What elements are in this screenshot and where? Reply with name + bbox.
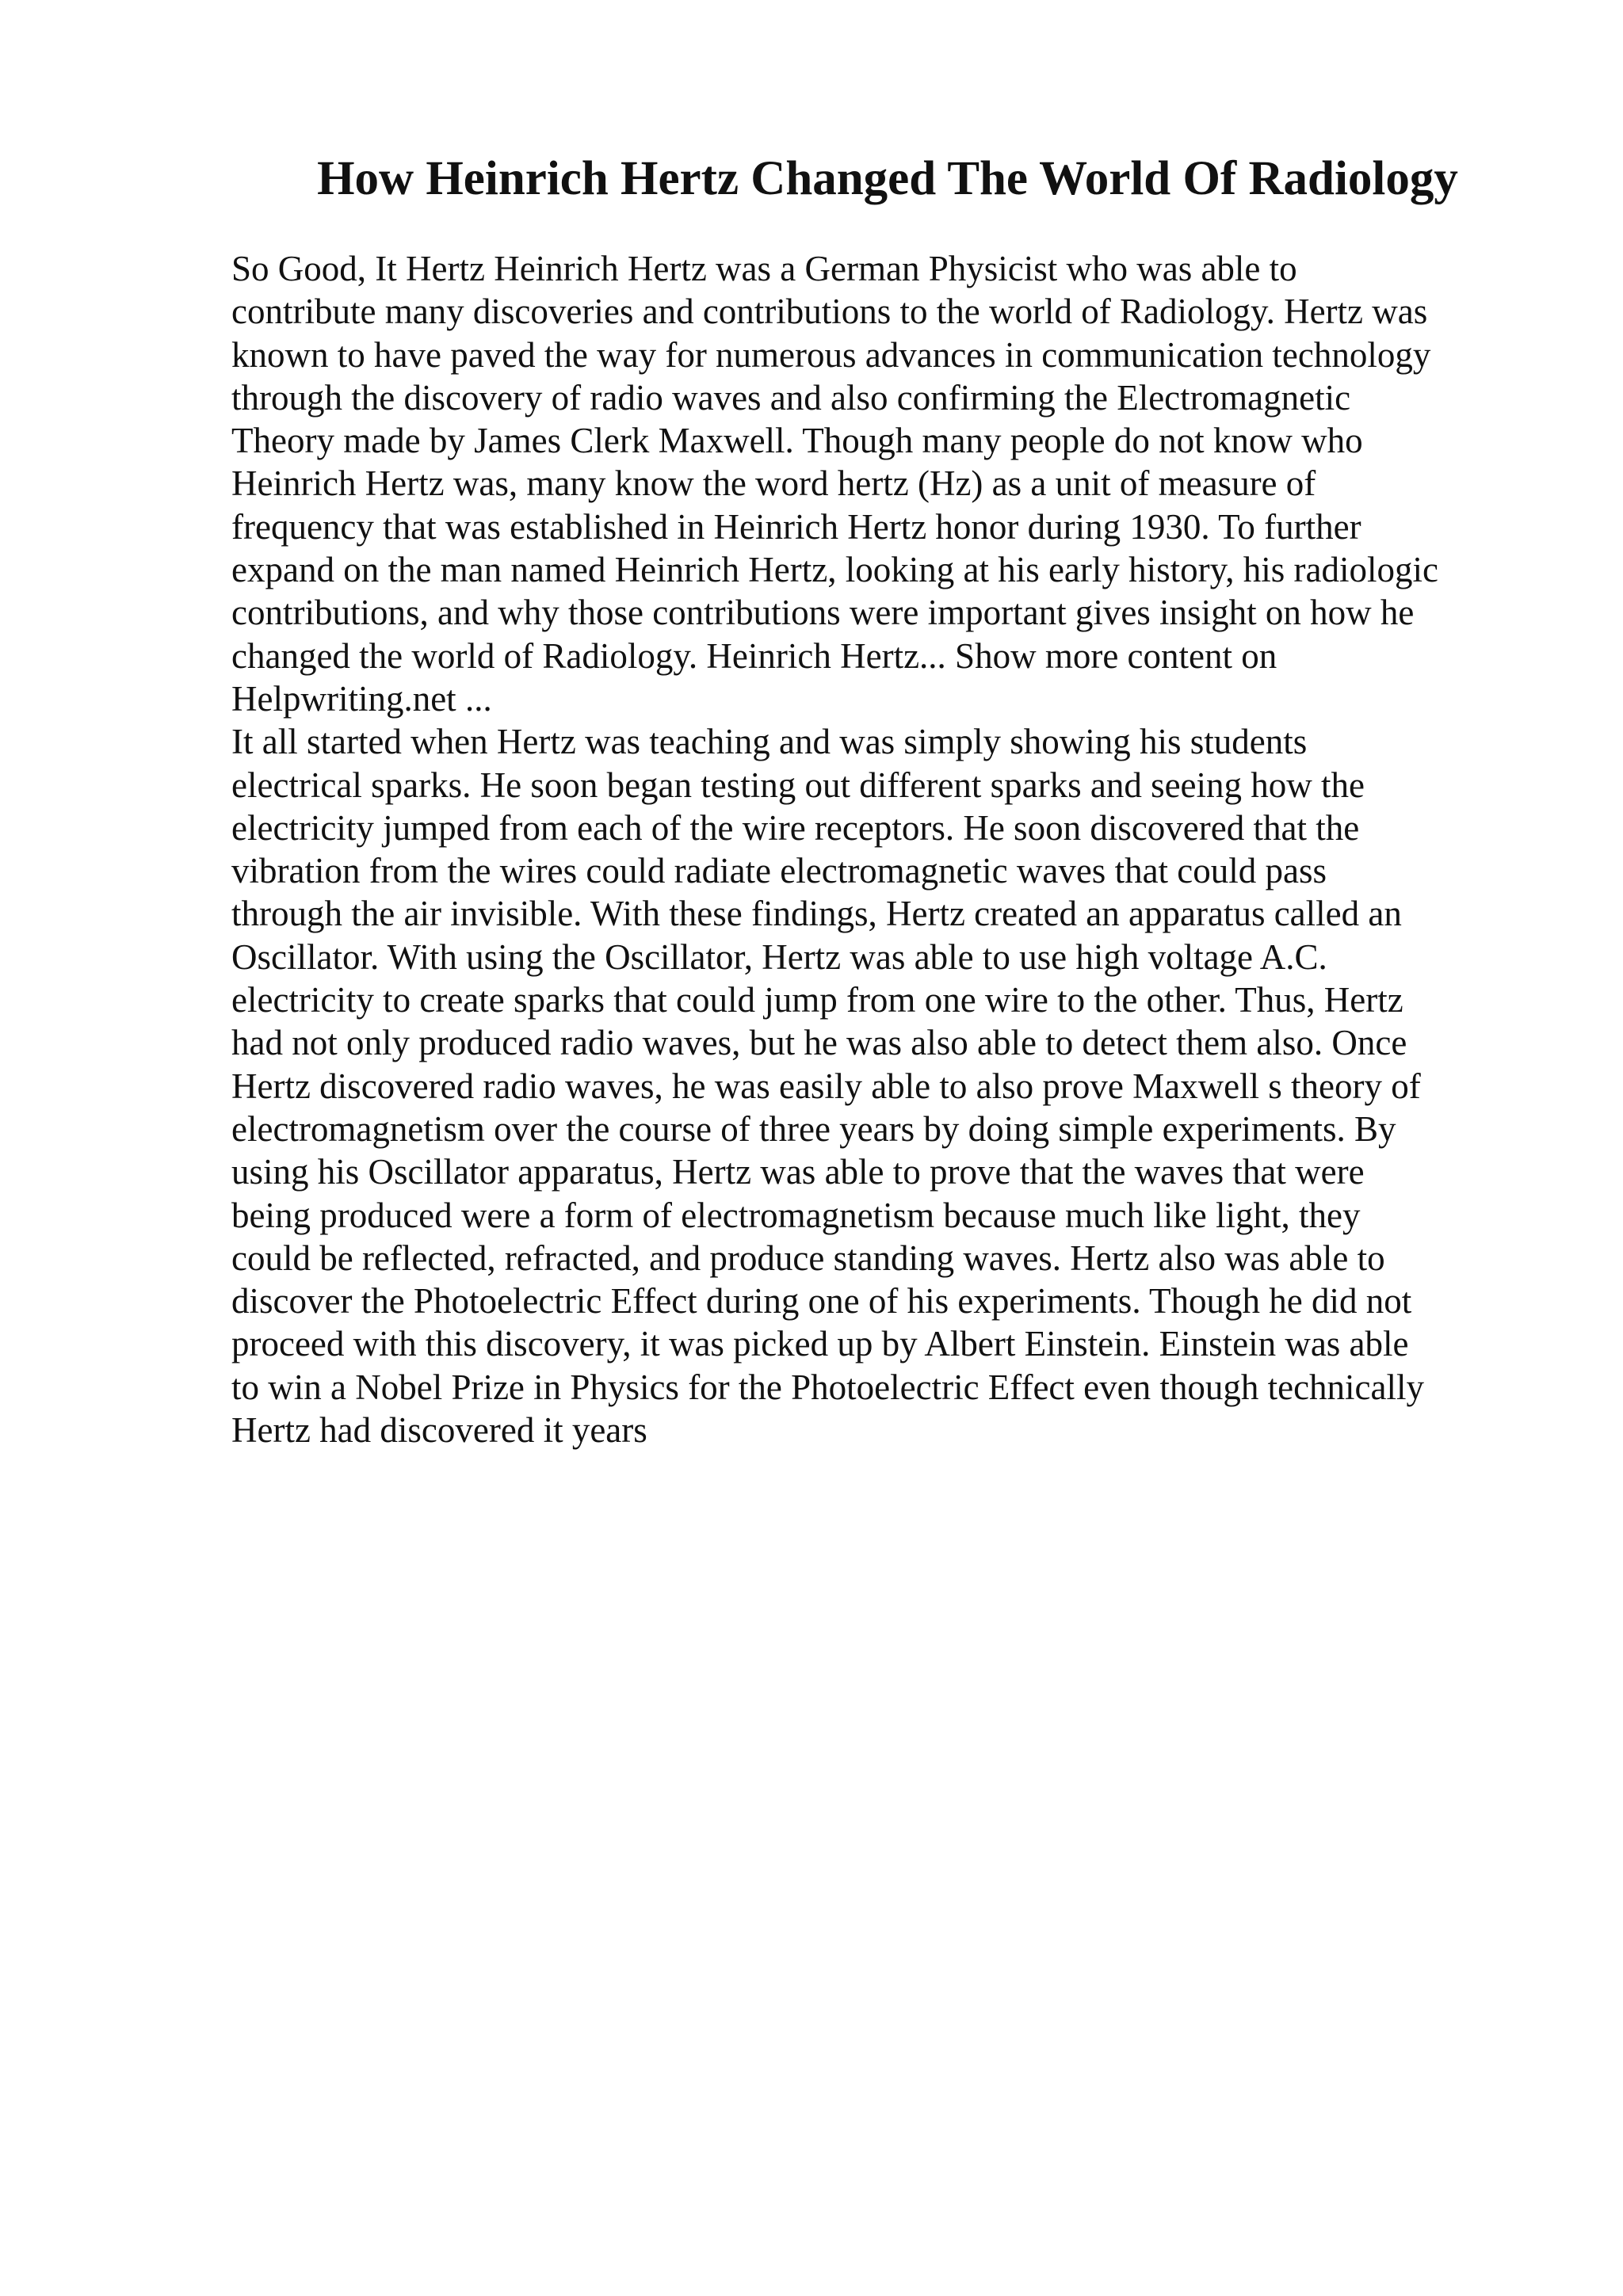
text-line: known to have paved the way for numerous advances in communication technology: [231, 334, 1431, 375]
text-line: frequency that was established in Heinrich Hertz honor during 1930. To further: [231, 506, 1361, 547]
text-line: to win a Nobel Prize in Physics for the Photoelectric Effect even though technically: [231, 1367, 1424, 1407]
text-line: using his Oscillator apparatus, Hertz was able to prove that the waves that were: [231, 1152, 1365, 1192]
text-line: being produced were a form of electromagnetism because much like light, they: [231, 1195, 1361, 1235]
text-line: vibration from the wires could radiate electromagnetic waves that could pass: [231, 851, 1327, 891]
text-line: Theory made by James Clerk Maxwell. Though many people do not know who: [231, 421, 1363, 461]
document-body: [231, 247, 1531, 1451]
text-line: Oscillator. With using the Oscillator, Hertz was able to use high voltage A.C.: [231, 936, 1327, 977]
text-line: electricity jumped from each of the wire receptors. He soon discovered that the: [231, 807, 1360, 848]
text-line: could be reflected, refracted, and produce standing waves. Hertz also was able to: [231, 1238, 1385, 1278]
text-line: It all started when Hertz was teaching and was simply showing his students: [231, 722, 1308, 762]
text-line: contributions, and why those contributions were important gives insight on how he: [231, 593, 1415, 633]
text-line: Hertz had discovered it years: [231, 1410, 647, 1451]
text-line: electromagnetism over the course of three years by doing simple experiments. By: [231, 1108, 1396, 1149]
text-line: Helpwriting.net ...: [231, 678, 492, 719]
paragraph-1: [231, 247, 1531, 720]
text-line: expand on the man named Heinrich Hertz, looking at his early history, his radiologic: [231, 550, 1438, 590]
text-line: discover the Photoelectric Effect during one of his experiments. Though he did not: [231, 1281, 1412, 1322]
text-line: changed the world of Radiology. Heinrich Hertz... Show more content on: [231, 635, 1277, 676]
text-line: So Good, It Hertz Heinrich Hertz was a German Physicist who was able to: [231, 249, 1297, 288]
text-line: had not only produced radio waves, but he was also able to detect them also. Once: [231, 1023, 1407, 1063]
text-line: through the air invisible. With these findings, Hertz created an apparatus called an: [231, 894, 1402, 934]
text-line: electricity to create sparks that could jump from one wire to the other. Thus, Hertz: [231, 980, 1403, 1020]
text-line: proceed with this discovery, it was picked up by Albert Einstein. Einstein was able: [231, 1324, 1409, 1364]
text-line: Hertz discovered radio waves, he was easily able to also prove Maxwell s theory of: [231, 1066, 1421, 1106]
document-title: How Heinrich Hertz Changed The World Of Radiology: [317, 152, 1458, 205]
text-line: Heinrich Hertz was, many know the word hertz (Hz) as a unit of measure of: [231, 463, 1316, 504]
text-line: electrical sparks. He soon began testing out different sparks and seeing how the: [231, 765, 1365, 805]
text-line: contribute many discoveries and contributions to the world of Radiology. Hertz was: [231, 292, 1428, 332]
paragraph-2: [231, 720, 1531, 1451]
text-line: through the discovery of radio waves and also confirming the Electromagnetic: [231, 377, 1351, 418]
